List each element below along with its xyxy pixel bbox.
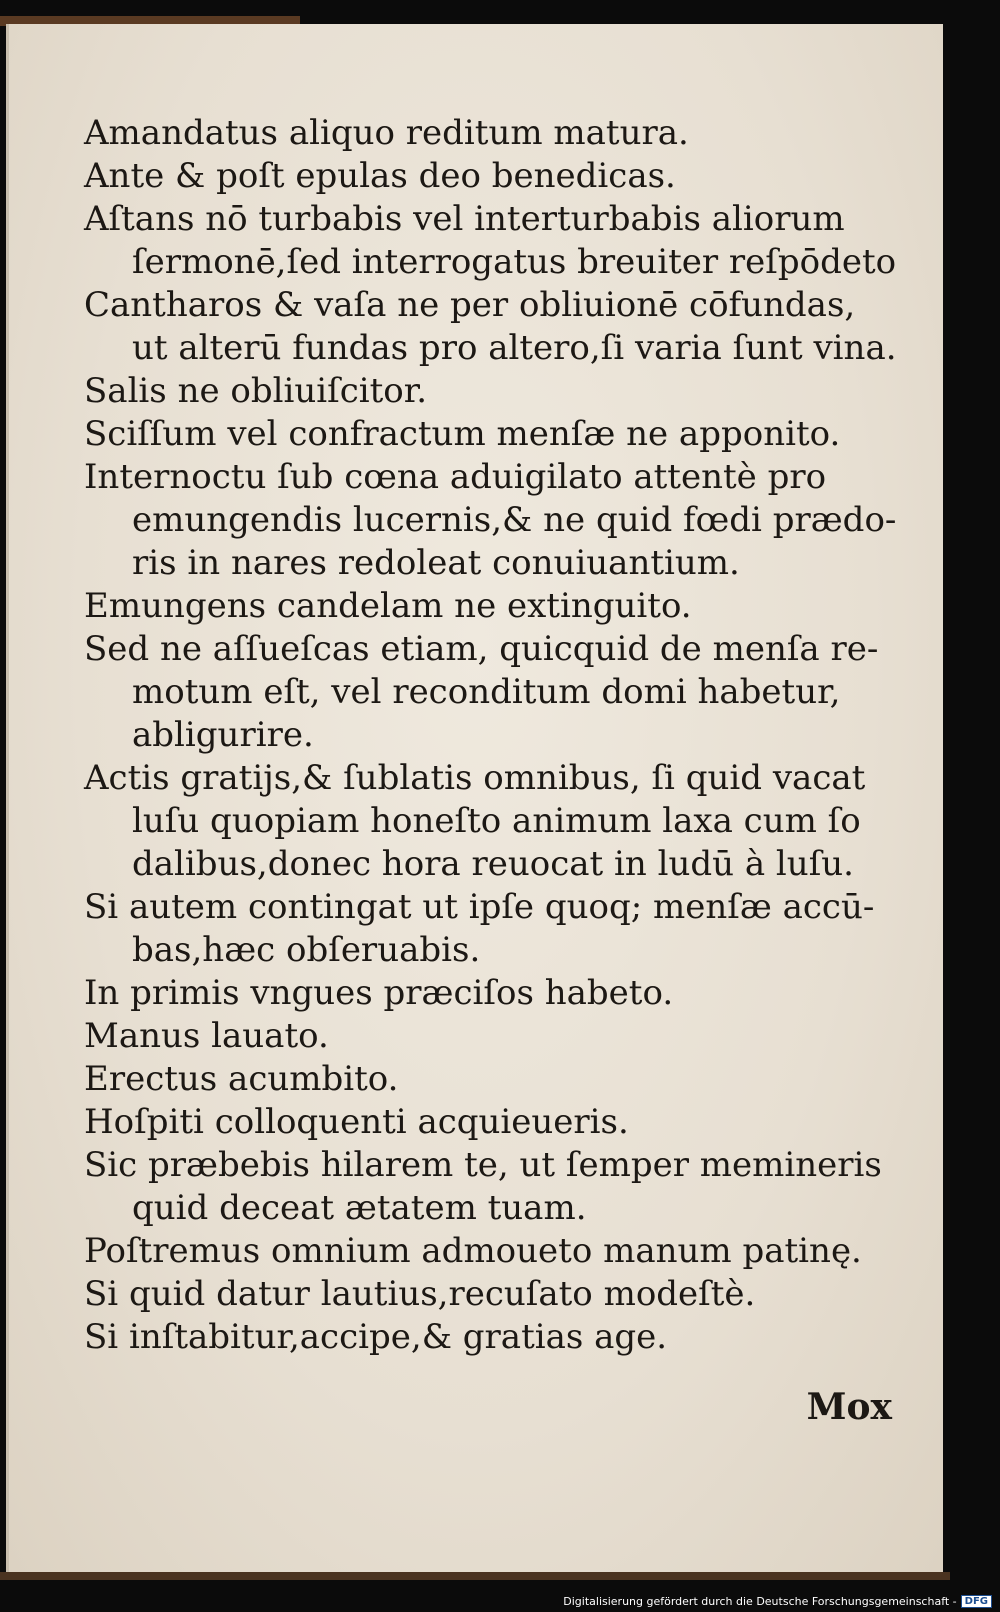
text-line: Manus lauato. [84,1016,329,1056]
text-line: Aſtans nō turbabis vel interturbabis aliorum [84,199,845,239]
text-line: ſermonē,ſed interrogatus breuiter reſpōdeto [132,242,897,282]
text-line: Salis ne obliuiſcitor. [84,371,428,411]
text-line: Erectus acumbito. [84,1059,399,1099]
text-line: emungendis lucernis,& ne quid fœdi prædo- [132,500,897,540]
text-line: Si inſtabitur,accipe,& gratias age. [84,1317,668,1357]
text-line: Sed ne aſſueſcas etiam, quicquid de menſa re- [84,629,879,669]
text-line: quid deceat ætatem tuam. [132,1188,587,1228]
text-line: dalibus,donec hora reuocat in ludū à luſu. [132,844,854,884]
text-line: Sic præbebis hilarem te, ut ſemper memineris [84,1145,882,1185]
dfg-logo-icon: DFG [961,1595,992,1608]
text-line: bas,hæc obſeruabis. [132,930,481,970]
text-line: Hoſpiti colloquenti acquieueris. [84,1102,629,1142]
text-line: Sciſſum vel confractum menſæ ne apponito. [84,414,841,454]
text-line: In primis vngues præciſos habeto. [84,973,674,1013]
text-line: Emungens candelam ne extinguito. [84,586,692,626]
text-line: Ante & poſt epulas deo benedicas. [84,156,676,196]
text-line: luſu quopiam honeſto animum laxa cum ſo [132,801,861,841]
text-line: Actis gratijs,& ſublatis omnibus, ſi quid vacat [84,758,866,798]
text-line: Internoctu ſub cœna aduigilato attentè pro [84,457,827,497]
text-line: Amandatus aliquo reditum matura. [84,113,689,153]
page-bottom-edge [0,1572,950,1580]
page-text [84,112,904,1359]
text-line: Cantharos & vaſa ne per obliuionē cōfundas, [84,285,856,325]
credit-text: Digitalisierung gefördert durch die Deutsche Forschungsgemeinschaft - [563,1595,957,1608]
text-line: Si autem contingat ut ipſe quoq; menſæ accū- [84,887,875,927]
catchword: Mox [806,1386,892,1428]
text-line: motum eſt, vel reconditum domi habetur, [132,672,841,712]
digitization-credit [563,1595,992,1608]
text-line: ris in nares redoleat conuiuantium. [132,543,740,583]
text-line: Poſtremus omnium admoueto manum patinę. [84,1231,862,1271]
text-line: ut alterū fundas pro altero,ſi varia ſunt vina. [132,328,897,368]
text-line: Si quid datur lautius,recuſato modeſtè. [84,1274,756,1314]
text-line: abligurire. [132,715,314,755]
